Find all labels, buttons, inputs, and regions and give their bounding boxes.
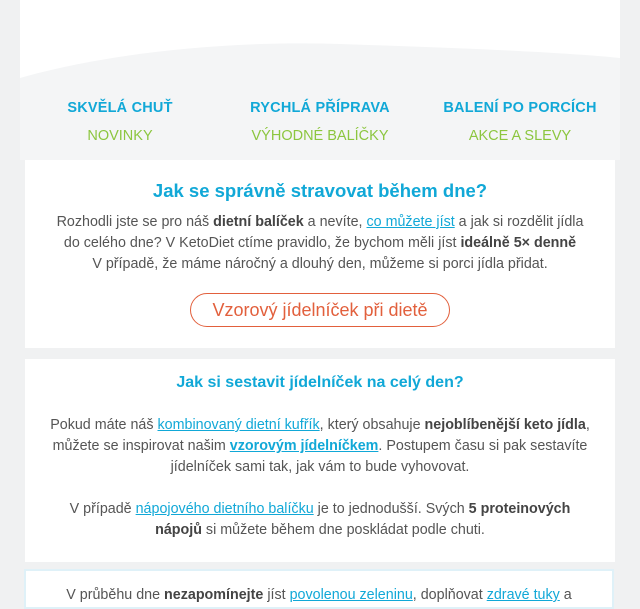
section-build-menu <box>25 359 615 562</box>
section-daily-eating <box>25 160 615 348</box>
section-vegetables-fats <box>24 569 614 609</box>
link-napojovy-balicek[interactable]: nápojového dietního balíčku <box>135 501 314 517</box>
sample-menu-button[interactable]: Vzorový jídelníček při dietě <box>190 293 449 327</box>
section-text: Rozhodli jste se pro náš dietní balíček a nevíte, co můžete jíst a jak si rozdělit jídla do celého dne? V KetoDiet ctíme pravidlo, že bychom měli jíst ideálně 5× denně V případě, že máme náročný a dlouhý den, můžeme si porci jídla přidat. <box>56 214 584 272</box>
section-heading: Jak si sestavit jídelníček na celý den? <box>176 374 464 391</box>
feature-title: BALENÍ PO PORCÍCH <box>443 100 597 116</box>
feature-link-akce[interactable]: AKCE A SLEVY <box>468 128 572 144</box>
feature-link-balicky[interactable]: VÝHODNÉ BALÍČKY <box>251 128 389 144</box>
link-vzorovy-jidelnicek[interactable]: vzorovým jídelníčkem <box>229 438 379 454</box>
feature-title: RYCHLÁ PŘÍPRAVA <box>250 100 390 116</box>
section-text: V průběhu dne nezapomínejte jíst povolenou zeleninu, doplňovat zdravé tuky a <box>66 587 572 603</box>
feature-title: SKVĚLÁ CHUŤ <box>67 100 173 116</box>
feature-column <box>20 96 220 150</box>
link-povolena-zelenina[interactable]: povolenou zeleninu <box>289 587 413 603</box>
feature-column <box>420 96 620 150</box>
link-zdrave-tuky[interactable]: zdravé tuky <box>486 587 560 603</box>
section-text: V případě nápojového dietního balíčku je to jednodušší. Svých 5 proteinových nápojů si můžete během dne poskládat podle chuti. <box>69 501 571 538</box>
feature-column <box>220 96 420 150</box>
feature-link-novinky[interactable]: NOVINKY <box>87 128 153 144</box>
section-heading: Jak se správně stravovat během dne? <box>152 180 488 201</box>
feature-strip <box>20 96 620 150</box>
link-kombinovany-kufrik[interactable]: kombinovaný dietní kufřík <box>157 417 320 433</box>
section-text: Pokud máte náš kombinovaný dietní kufřík, který obsahuje nejoblíbenější keto jídla, můžete se inspirovat našim vzorovým jídelníčkem. Postupem času si pak sestavíte jídelníček sami tak, jak vám to bude vyhovovat. <box>50 417 590 475</box>
link-co-muzete-jist[interactable]: co můžete jíst <box>366 214 455 230</box>
